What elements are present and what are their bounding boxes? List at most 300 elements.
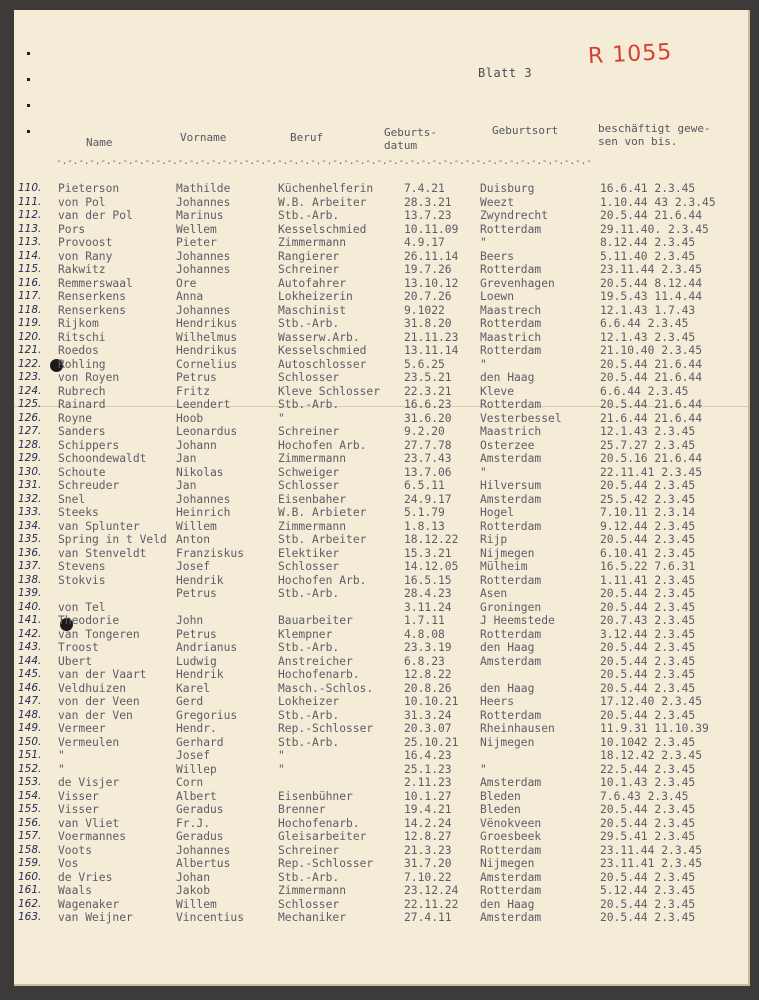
occupation: Schreiner (278, 425, 340, 438)
birth-date: 23.3.19 (404, 641, 452, 654)
birth-place: Kleve (480, 384, 515, 398)
birth-place: Mülheim (480, 560, 528, 573)
birth-place: den Haag (480, 897, 535, 911)
row-number: 131. (18, 479, 42, 491)
row-number: 151. (18, 749, 42, 761)
first-name: Jan (176, 479, 197, 492)
employment-period: 20.5.44 8.12.44 (600, 276, 703, 290)
employment-period: 22.5.44 2.3.45 (600, 762, 696, 776)
surname: van der Ven (58, 708, 133, 722)
occupation: Zimmermann (278, 452, 347, 465)
birth-date: 4.9.17 (404, 236, 445, 249)
employment-period: 23.11.44 2.3.45 (600, 263, 703, 276)
occupation: Stb.-Arb. (278, 398, 340, 411)
table-row (0, 910, 759, 925)
surname: Voots (58, 843, 93, 857)
first-name: Gregorius (176, 708, 238, 722)
birth-place: Amsterdam (480, 654, 542, 668)
birth-place: Nijmegen (480, 857, 535, 870)
first-name: Johannes (176, 492, 231, 506)
first-name: Andrianus (176, 641, 238, 654)
birth-place: den Haag (480, 371, 535, 384)
occupation: Hochofenarb. (278, 816, 360, 830)
occupation: " (278, 749, 285, 762)
employment-period: 12.1.43 2.3.45 (600, 425, 696, 438)
birth-place: Rijp (480, 533, 508, 546)
first-name: Gerd (176, 695, 204, 708)
surname: " (58, 762, 65, 776)
birth-date: 10.1.27 (404, 789, 452, 803)
surname: Schippers (58, 438, 120, 452)
employment-period: 12.1.43 1.7.43 (600, 303, 696, 317)
row-number: 158. (18, 843, 42, 856)
birth-place: Osterzee (480, 438, 535, 452)
employment-period: 20.5.44 21.6.44 (600, 357, 703, 371)
occupation: Klempner (278, 627, 333, 641)
employment-period: 8.12.44 2.3.45 (600, 236, 696, 249)
occupation: Eisenbaher (278, 492, 347, 506)
first-name: Albert (176, 789, 217, 803)
birth-date: 16.5.15 (404, 573, 452, 587)
first-name: Corn (176, 776, 204, 789)
first-name: Johannes (176, 303, 231, 317)
occupation: Schlosser (278, 897, 340, 911)
birth-date: 12.8.27 (404, 830, 452, 843)
first-name: Karel (176, 681, 211, 695)
occupation: " (278, 762, 285, 776)
birth-place: Amsterdam (480, 776, 542, 789)
employment-period: 20.5.44 2.3.45 (600, 870, 696, 884)
birth-place: Bleden (480, 803, 521, 816)
sheet-label: Blatt 3 (478, 66, 533, 80)
surname: Voermannes (58, 830, 127, 843)
employment-period: 21.6.44 21.6.44 (600, 411, 703, 425)
row-number: 127. (18, 425, 42, 437)
employment-period: 20.5.44 2.3.45 (600, 911, 696, 924)
occupation: Maschinist (278, 303, 347, 317)
row-number: 117. (18, 290, 42, 302)
employment-period: 20.5.44 2.3.45 (600, 897, 696, 911)
birth-date: 23.7.43 (404, 452, 452, 465)
header-separator: -.-.-.-.-.-.-.-.-.-.-.-.-.-.-.-.-.-.-.-.-.-.-.-.-.-.-.-.-.-.-.-.-.-.-.-.-.-.-.-.-.-.-.-.-.-.-.-.- (56, 156, 592, 167)
birth-date: 27.4.11 (404, 911, 452, 924)
occupation: Stb.-Arb. (278, 870, 340, 884)
birth-date: 24.9.17 (404, 492, 452, 506)
first-name: Josef (176, 560, 211, 573)
row-number: 163. (18, 911, 42, 923)
first-name: John (176, 614, 204, 627)
birth-date: 16.6.23 (404, 398, 452, 411)
row-number: 136. (18, 546, 42, 559)
surname: Provoost (58, 236, 113, 249)
row-number: 110. (18, 182, 42, 194)
employment-period: 29.11.40. 2.3.45 (600, 222, 709, 236)
header-geburtsdatum: Geburts- datum (384, 126, 437, 152)
row-number: 119. (18, 317, 42, 329)
surname: Pieterson (58, 182, 120, 195)
employment-period: 10.1.43 2.3.45 (600, 776, 696, 789)
birth-place: Vënokveen (480, 816, 542, 830)
birth-date: 10.11.09 (404, 222, 459, 236)
first-name: Pieter (176, 236, 217, 249)
header-geburtsort: Geburtsort (492, 124, 559, 137)
birth-date: 31.7.20 (404, 857, 452, 870)
first-name: Johan (176, 870, 211, 884)
birth-place: Loewn (480, 290, 515, 303)
first-name: Hendrik (176, 668, 224, 681)
first-name: Johannes (176, 249, 231, 263)
birth-date: 28.3.21 (404, 195, 452, 209)
birth-place: Nijmegen (480, 735, 535, 749)
surname: van Vliet (58, 816, 120, 830)
row-number: 162. (18, 897, 42, 910)
first-name: Franziskus (176, 546, 245, 560)
occupation: Rep.-Schlosser (278, 722, 374, 735)
row-number: 124. (18, 384, 42, 397)
row-number: 126. (18, 411, 42, 424)
surname: Rijkom (58, 317, 99, 330)
surname: Visser (58, 789, 99, 803)
birth-date: 7.4.21 (404, 182, 445, 195)
birth-place: Maastrich (480, 425, 542, 438)
first-name: Johannes (176, 843, 231, 857)
employment-period: 20.5.16 21.6.44 (600, 452, 703, 465)
birth-date: 31.6.20 (404, 411, 452, 425)
birth-date: 25.10.21 (404, 735, 459, 749)
first-name: Willem (176, 519, 217, 533)
employment-period: 6.10.41 2.3.45 (600, 546, 696, 560)
header-beschaeftigt: beschäftigt gewe- sen von bis. (598, 122, 711, 148)
row-number: 150. (18, 735, 42, 748)
surname: von Rany (58, 249, 113, 263)
occupation: Kleve Schlosser (278, 384, 381, 398)
birth-date: 16.4.23 (404, 749, 452, 762)
employment-period: 12.1.43 2.3.45 (600, 330, 696, 344)
first-name: Jakob (176, 884, 211, 897)
occupation: Zimmermann (278, 236, 347, 249)
margin-mark (27, 78, 30, 81)
row-number: 145. (18, 668, 42, 680)
surname: Theodorie (58, 614, 120, 627)
first-name: Wilhelmus (176, 330, 238, 344)
surname: Renserkens (58, 290, 127, 303)
birth-place: Nijmegen (480, 546, 535, 560)
first-name: Hendrikus (176, 317, 238, 330)
birth-date: 26.11.14 (404, 249, 459, 263)
row-number: 132. (18, 492, 42, 505)
first-name: Hoob (176, 411, 204, 425)
birth-place: Amsterdam (480, 870, 542, 884)
surname: Renserkens (58, 303, 127, 317)
row-number: 153. (18, 776, 42, 788)
occupation: Wasserw.Arb. (278, 330, 360, 344)
employment-period: 6.6.44 2.3.45 (600, 317, 689, 330)
row-number: 159. (18, 857, 42, 869)
surname: Sanders (58, 425, 106, 438)
birth-place: den Haag (480, 641, 535, 654)
surname: Vermeulen (58, 735, 120, 749)
row-number: 148. (18, 708, 42, 721)
occupation: Stb.-Arb. (278, 735, 340, 749)
first-name: Mathilde (176, 182, 231, 195)
birth-place: " (480, 236, 487, 249)
row-number: 129. (18, 452, 42, 464)
occupation: Hochofen Arb. (278, 438, 367, 452)
margin-mark (27, 104, 30, 107)
employment-period: 25.5.42 2.3.45 (600, 492, 696, 506)
first-name: Johannes (176, 195, 231, 209)
birth-date: 20.7.26 (404, 290, 452, 303)
row-number: 160. (18, 870, 42, 883)
surname: van Stenveldt (58, 546, 147, 560)
first-name: Josef (176, 749, 211, 762)
occupation: Zimmermann (278, 519, 347, 533)
surname: van Weijner (58, 911, 133, 924)
row-number: 154. (18, 789, 42, 802)
employment-period: 20.5.44 2.3.45 (600, 816, 696, 830)
birth-place: Rotterdam (480, 884, 542, 897)
surname: van der Vaart (58, 668, 147, 681)
first-name: Leendert (176, 398, 231, 411)
birth-place: Amsterdam (480, 452, 542, 465)
birth-date: 6.8.23 (404, 654, 445, 668)
birth-place: Hogel (480, 506, 515, 519)
birth-date: 13.11.14 (404, 344, 459, 357)
birth-date: 27.7.78 (404, 438, 452, 452)
occupation: W.B. Arbieter (278, 506, 367, 519)
first-name: Wellem (176, 222, 217, 236)
row-number: 143. (18, 641, 42, 653)
birth-date: 9.1022 (404, 303, 445, 317)
header-vorname: Vorname (180, 131, 227, 144)
row-number: 156. (18, 816, 42, 829)
surname: Royne (58, 411, 93, 425)
birth-place: Beers (480, 249, 515, 263)
first-name: Heinrich (176, 506, 231, 519)
first-name: Hendrik (176, 573, 224, 587)
employment-period: 1.10.44 43 2.3.45 (600, 195, 716, 209)
occupation: Rangierer (278, 249, 340, 263)
birth-date: 23.12.24 (404, 884, 459, 897)
birth-place: Hilversum (480, 479, 542, 492)
occupation: " (278, 411, 285, 425)
employment-period: 29.5.41 2.3.45 (600, 830, 696, 843)
row-number: 139. (18, 587, 42, 599)
row-number: 113. (18, 222, 42, 235)
occupation: Stb.-Arb. (278, 209, 340, 222)
employment-period: 20.5.44 21.6.44 (600, 371, 703, 384)
birth-place: Rotterdam (480, 573, 542, 587)
surname: Roedos (58, 344, 99, 357)
row-number: 140. (18, 600, 42, 613)
employment-period: 23.11.41 2.3.45 (600, 857, 703, 870)
surname: von Tel (58, 600, 106, 614)
birth-date: 10.10.21 (404, 695, 459, 708)
surname: Spring in t Veld (58, 533, 167, 546)
employment-period: 20.5.44 21.6.44 (600, 398, 703, 411)
employment-period: 20.5.44 2.3.45 (600, 533, 696, 546)
employment-period: 5.12.44 2.3.45 (600, 884, 696, 897)
birth-date: 12.8.22 (404, 668, 452, 681)
archive-reference: R 1055 (587, 39, 673, 70)
occupation: Lokheizer (278, 695, 340, 708)
occupation: Schreiner (278, 263, 340, 276)
employment-period: 21.10.40 2.3.45 (600, 344, 703, 357)
birth-place: Groningen (480, 600, 542, 614)
row-number: 152. (18, 762, 42, 775)
surname: van Splunter (58, 519, 140, 533)
employment-period: 20.5.44 2.3.45 (600, 708, 696, 722)
row-number: 147. (18, 695, 42, 707)
birth-place: " (480, 762, 487, 776)
birth-date: 13.10.12 (404, 276, 459, 290)
birth-date: 18.12.22 (404, 533, 459, 546)
first-name: Leonardus (176, 425, 238, 438)
surname: Ritschi (58, 330, 106, 344)
birth-place: Rotterdam (480, 519, 542, 533)
surname: de Vries (58, 870, 113, 884)
birth-date: 20.3.07 (404, 722, 452, 735)
birth-date: 21.3.23 (404, 843, 452, 857)
surname: Wagenaker (58, 897, 120, 911)
birth-place: Rotterdam (480, 222, 542, 236)
row-number: 122. (18, 357, 42, 370)
occupation: Küchenhelferin (278, 182, 374, 195)
row-number: 141. (18, 614, 42, 626)
birth-place: Bleden (480, 789, 521, 803)
first-name: Petrus (176, 587, 217, 600)
margin-mark (27, 130, 30, 133)
occupation: Hochofen Arb. (278, 573, 367, 587)
surname: von der Veen (58, 695, 140, 708)
margin-mark (27, 52, 30, 55)
birth-date: 31.8.20 (404, 317, 452, 330)
occupation: Hochofenarb. (278, 668, 360, 681)
birth-place: Maastrech (480, 303, 542, 317)
surname: de Visjer (58, 776, 120, 789)
employment-period: 20.5.44 2.3.45 (600, 681, 696, 695)
occupation: W.B. Arbeiter (278, 195, 367, 209)
birth-date: 5.6.25 (404, 357, 445, 371)
employment-period: 19.5.43 11.4.44 (600, 290, 703, 303)
first-name: Albertus (176, 857, 231, 870)
employment-period: 18.12.42 2.3.45 (600, 749, 703, 762)
birth-date: 3.11.24 (404, 600, 452, 614)
surname: van Tongeren (58, 627, 140, 641)
first-name: Johann (176, 438, 217, 452)
surname: Vermeer (58, 722, 106, 735)
row-number: 142. (18, 627, 42, 640)
row-number: 137. (18, 560, 42, 572)
occupation: Stb. Arbeiter (278, 533, 367, 546)
employment-period: 11.9.31 11.10.39 (600, 722, 709, 735)
employment-period: 7.10.11 2.3.14 (600, 506, 696, 519)
employment-period: 1.11.41 2.3.45 (600, 573, 696, 587)
employment-period: 20.5.44 2.3.45 (600, 479, 696, 492)
row-number: 123. (18, 371, 42, 383)
occupation: Autofahrer (278, 276, 347, 290)
row-number: 138. (18, 573, 42, 586)
occupation: Schreiner (278, 843, 340, 857)
employment-period: 7.6.43 2.3.45 (600, 789, 689, 803)
birth-date: 20.8.26 (404, 681, 452, 695)
surname: Schreuder (58, 479, 120, 492)
employment-period: 20.5.44 2.3.45 (600, 641, 696, 654)
occupation: Masch.-Schlos. (278, 681, 374, 695)
surname: Steeks (58, 506, 99, 519)
birth-date: 7.10.22 (404, 870, 452, 884)
row-number: 135. (18, 533, 42, 545)
surname: " (58, 749, 65, 762)
birth-date: 19.7.26 (404, 263, 452, 276)
surname: Rakwitz (58, 263, 106, 276)
occupation: Gleisarbeiter (278, 830, 367, 843)
surname: von Pol (58, 195, 106, 209)
row-number: 111. (18, 195, 42, 208)
surname: Pors (58, 222, 86, 236)
header-name: Name (86, 136, 113, 149)
birth-place: Zwyndrecht (480, 209, 549, 222)
birth-place: Rotterdam (480, 627, 542, 641)
birth-date: 22.3.21 (404, 384, 452, 398)
surname: von Royen (58, 371, 120, 384)
employment-period: 20.5.44 21.6.44 (600, 209, 703, 222)
surname: Troost (58, 641, 99, 654)
first-name: Fr.J. (176, 816, 211, 830)
surname: Snel (58, 492, 86, 506)
birth-date: 15.3.21 (404, 546, 452, 560)
birth-place: Grevenhagen (480, 276, 555, 290)
occupation: Schlosser (278, 479, 340, 492)
birth-place: Asen (480, 587, 508, 600)
occupation: Rep.-Schlosser (278, 857, 374, 870)
row-number: 155. (18, 803, 42, 815)
occupation: Schweiger (278, 465, 340, 479)
first-name: Hendrikus (176, 344, 238, 357)
birth-date: 14.2.24 (404, 816, 452, 830)
surname: Rainard (58, 398, 106, 411)
birth-place: Vesterbessel (480, 411, 562, 425)
employment-period: 16.5.22 7.6.31 (600, 560, 696, 573)
birth-place: Amsterdam (480, 911, 542, 924)
employment-period: 20.5.44 2.3.45 (600, 587, 696, 600)
birth-date: 1.8.13 (404, 519, 445, 533)
occupation: Schlosser (278, 560, 340, 573)
first-name: Geradus (176, 803, 224, 816)
birth-place: Duisburg (480, 182, 535, 195)
occupation: Stb.-Arb. (278, 587, 340, 600)
employment-period: 23.11.44 2.3.45 (600, 843, 703, 857)
row-number: 116. (18, 276, 42, 289)
first-name: Petrus (176, 627, 217, 641)
employment-period: 10.1042 2.3.45 (600, 735, 696, 749)
first-name: Geradus (176, 830, 224, 843)
first-name: Vincentius (176, 911, 245, 924)
birth-place: Rotterdam (480, 398, 542, 411)
birth-place: " (480, 465, 487, 479)
occupation: Autoschlosser (278, 357, 367, 371)
birth-date: 6.5.11 (404, 479, 445, 492)
row-number: 113. (18, 236, 42, 248)
birth-date: 21.11.23 (404, 330, 459, 344)
occupation: Lokheizerin (278, 290, 353, 303)
row-number: 146. (18, 681, 42, 694)
occupation: Brenner (278, 803, 326, 816)
row-number: 125. (18, 398, 42, 410)
surname: Schoondewaldt (58, 452, 147, 465)
row-number: 120. (18, 330, 42, 343)
surname: van der Pol (58, 209, 133, 222)
